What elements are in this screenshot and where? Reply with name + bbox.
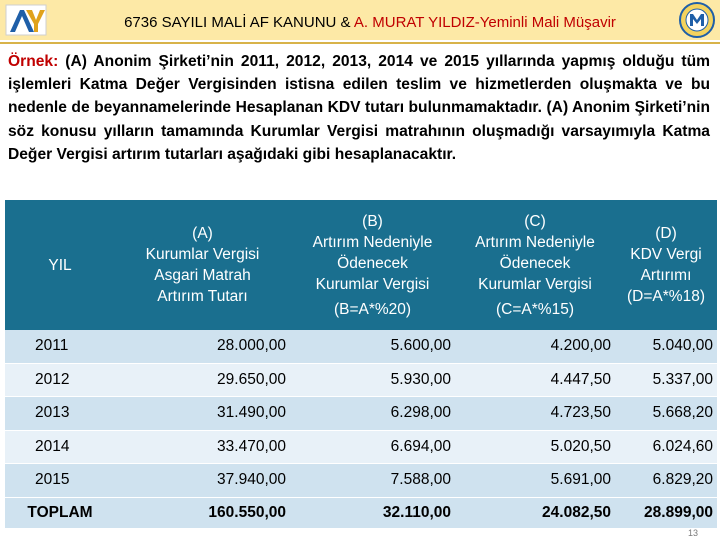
table-row bbox=[5, 330, 717, 363]
cell-a: 29.650,00 bbox=[115, 363, 290, 397]
header-divider bbox=[0, 42, 720, 44]
cell-b: 5.930,00 bbox=[290, 363, 455, 397]
cell-d: 5.337,00 bbox=[615, 363, 717, 397]
table-total-row bbox=[5, 497, 717, 528]
header-b: (B) Artırım Nedeniyle Ödenecek Kurumlar Vergisi (B=A*%20) bbox=[290, 200, 455, 330]
logo-right bbox=[678, 1, 716, 39]
cell-c: 4.447,50 bbox=[455, 363, 615, 397]
total-c: 24.082,50 bbox=[455, 497, 615, 528]
cell-d: 5.040,00 bbox=[615, 330, 717, 363]
cell-year: 2012 bbox=[5, 363, 115, 397]
cell-a: 28.000,00 bbox=[115, 330, 290, 363]
cell-c: 5.020,50 bbox=[455, 430, 615, 464]
total-a: 160.550,00 bbox=[115, 497, 290, 528]
cell-b: 7.588,00 bbox=[290, 464, 455, 498]
cell-a: 37.940,00 bbox=[115, 464, 290, 498]
cell-year: 2013 bbox=[5, 397, 115, 431]
table-header-row bbox=[5, 200, 717, 330]
cell-year: 2015 bbox=[5, 464, 115, 498]
kdv-table bbox=[5, 200, 717, 528]
header-title-main: 6736 SAYILI MALİ AF KANUNU & bbox=[124, 14, 354, 31]
cell-a: 31.490,00 bbox=[115, 397, 290, 431]
example-text: (A) Anonim Şirketi’nin 2011, 2012, 2013, 2014 ve 2015 yıllarında yapmış olduğu tüm işlemleri Katma Değer Vergisinden istisna edilen teslim ve hizmetlerden oluşmakta ve bu nedenle de beyannamelerinde Hesaplanan KDV tutarı bulunmamaktadır. (A) Anonim Şirketi’nin söz konusu yılların tamamında Kurumlar Vergisi matrahının oluşmadığı varsayımıyla Katma Değer Vergisi artırım tutarları aşağıdaki gibi hesaplanacaktır. bbox=[8, 53, 710, 163]
table-row bbox=[5, 430, 717, 464]
header-year: YIL bbox=[5, 200, 115, 330]
logo-left bbox=[4, 2, 48, 38]
total-label: TOPLAM bbox=[5, 497, 115, 528]
table-row bbox=[5, 397, 717, 431]
header-d: (D) KDV Vergi Artırımı (D=A*%18) bbox=[615, 200, 717, 330]
header-title bbox=[70, 14, 670, 31]
total-d: 28.899,00 bbox=[615, 497, 717, 528]
header-c: (C) Artırım Nedeniyle Ödenecek Kurumlar Vergisi (C=A*%15) bbox=[455, 200, 615, 330]
cell-year: 2014 bbox=[5, 430, 115, 464]
cell-d: 6.829,20 bbox=[615, 464, 717, 498]
cell-year: 2011 bbox=[5, 330, 115, 363]
cell-c: 5.691,00 bbox=[455, 464, 615, 498]
table-row bbox=[5, 363, 717, 397]
cell-d: 6.024,60 bbox=[615, 430, 717, 464]
cell-d: 5.668,20 bbox=[615, 397, 717, 431]
header-a: (A) Kurumlar Vergisi Asgari Matrah Artırım Tutarı bbox=[115, 200, 290, 330]
cell-b: 6.298,00 bbox=[290, 397, 455, 431]
cell-c: 4.723,50 bbox=[455, 397, 615, 431]
cell-b: 5.600,00 bbox=[290, 330, 455, 363]
header-bar bbox=[0, 0, 720, 40]
example-label: Örnek: bbox=[8, 53, 59, 70]
page-number: 13 bbox=[687, 528, 698, 538]
total-b: 32.110,00 bbox=[290, 497, 455, 528]
cell-a: 33.470,00 bbox=[115, 430, 290, 464]
header-title-author: A. MURAT YILDIZ-Yeminli Mali Müşavir bbox=[353, 14, 616, 31]
cell-b: 6.694,00 bbox=[290, 430, 455, 464]
example-paragraph bbox=[8, 50, 710, 166]
cell-c: 4.200,00 bbox=[455, 330, 615, 363]
table-row bbox=[5, 464, 717, 498]
